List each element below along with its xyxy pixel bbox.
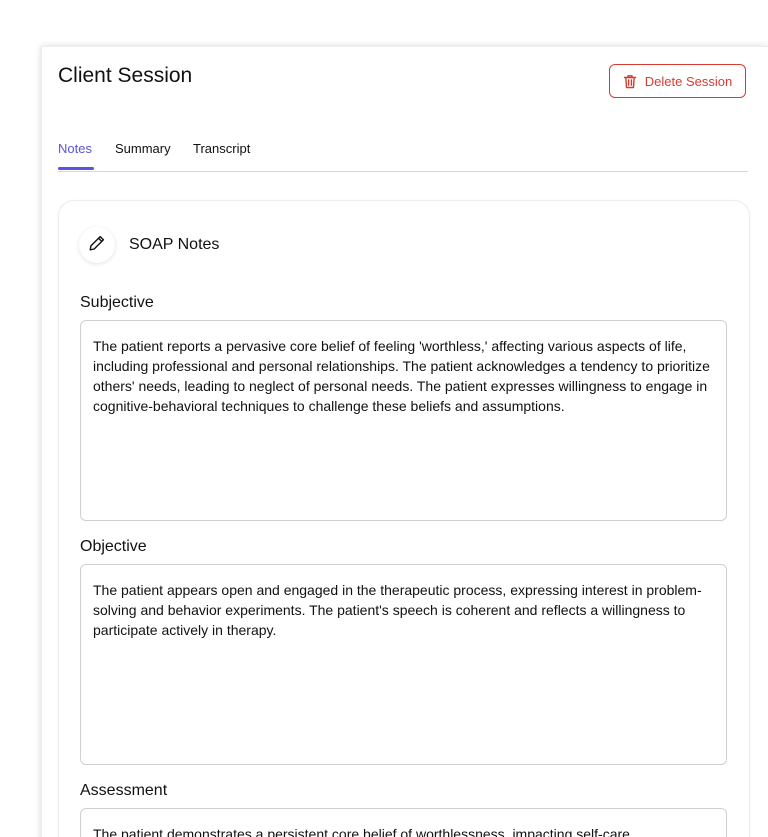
card-title: SOAP Notes xyxy=(129,236,220,253)
active-tab-indicator xyxy=(58,167,94,170)
subjective-label: Subjective xyxy=(80,294,154,311)
assessment-textarea[interactable] xyxy=(80,808,727,837)
pencil-icon xyxy=(88,234,106,257)
card-header xyxy=(79,227,219,263)
delete-session-label: Delete Session xyxy=(644,73,733,89)
objective-textarea[interactable] xyxy=(80,564,727,765)
assessment-label: Assessment xyxy=(80,782,168,799)
tab-transcript[interactable]: Transcript xyxy=(193,141,251,156)
trash-icon xyxy=(623,74,637,89)
tab-notes[interactable]: Notes xyxy=(58,141,92,156)
edit-notes-button[interactable] xyxy=(79,227,115,263)
tab-summary[interactable]: Summary xyxy=(115,141,171,156)
tab-bar xyxy=(58,139,748,172)
page-title: Client Session xyxy=(58,64,193,87)
objective-label: Objective xyxy=(80,538,147,555)
delete-session-button[interactable] xyxy=(609,64,746,98)
soap-notes-card xyxy=(58,200,750,837)
subjective-textarea[interactable] xyxy=(80,320,727,521)
session-panel xyxy=(41,46,768,837)
